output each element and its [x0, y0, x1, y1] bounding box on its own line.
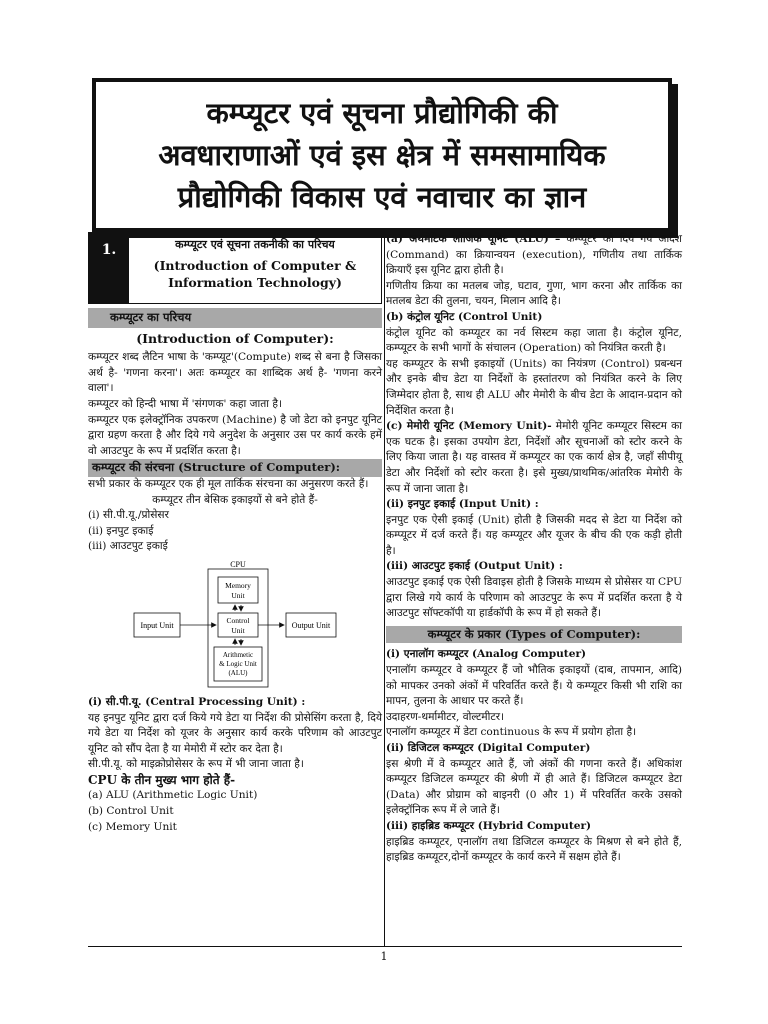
- unit-list-item: (i) सी.पी.यू./प्रोसेसर: [88, 509, 169, 522]
- chapter-title-hindi: कम्प्यूटर एवं सूचना तकनीकी का परिचय: [175, 238, 335, 251]
- digital-paragraph: इस श्रेणी में वे कम्प्यूटर आते हैं, जो अंकों की गणना करते हैं। अधिकांश कम्प्यूटर डिजिटल कम्प्यूटर की श्रेणी में ही आते हैं। डिजिटल कम्प्यूटर डेटा (Data) और प्रोग्राम को बाइनरी (0 और 1) में परिवर्तित करके उसको इलेक्ट्रॉनिक रूप में ले जाते हैं।: [386, 757, 682, 817]
- control-unit-heading: (b) कंट्रोल यूनिट (Control Unit): [386, 310, 543, 323]
- memory-unit-label: Unit: [231, 590, 245, 600]
- intro-paragraph-1: कम्प्यूटर शब्द लैटिन भाषा के 'कम्प्यूट'(Compute) शब्द से बना है जिसका अर्थ है- 'गणना करना'। अतः कम्प्यूटर का शाब्दिक अर्थ है- 'गणना करने वाला'।: [88, 351, 382, 395]
- output-unit-paragraph: आउटपुट इकाई एक ऐसी डिवाइस होती है जिसके माध्यम से प्रोसेसर या CPU द्वारा लिखे गये कार्य के परिणाम को आउटपुट के रूप में प्रदर्शित करता है ये आउटपुट सॉफ्टकॉपी या हार्डकॉपी के रूप में हो सकते हैं।: [386, 576, 682, 620]
- cpu-block-diagram: [88, 559, 382, 691]
- input-unit-label: Input Unit: [140, 620, 174, 630]
- basic-units-intro: कम्प्यूटर तीन बेसिक इकाइयों से बने होते हैं-: [152, 493, 318, 506]
- footer-rule: [88, 946, 682, 947]
- memory-unit-paragraph: [386, 419, 682, 497]
- title-line-3: प्रौद्योगिकी विकास एवं नवाचार का ज्ञान: [177, 180, 587, 214]
- cpu-microprocessor-note: सी.पी.यू. को माइक्रोप्रोसेसर के रूप में भी जाना जाता है।: [88, 758, 304, 771]
- alu-label: & Logic Unit: [219, 659, 257, 668]
- unit-list-item: (iii) आउटपुट इकाई: [88, 540, 168, 553]
- title-line-1: कम्प्यूटर एवं सूचना प्रौद्योगिकी की: [206, 96, 558, 130]
- structure-paragraph: सभी प्रकार के कम्प्यूटर एक ही मूल तार्किक संरचना का अनुसरण करते हैं।: [88, 477, 369, 490]
- control-unit-paragraph-2: यह कम्प्यूटर के सभी इकाइयों (Units) का नियंत्रण (Control) प्रबन्धन और इनके बीच डेटा या निर्देशों के हस्तांतरण को नियंत्रित करने के लिए जिम्मेदार होता है, साथ ही ALU और मेमोरी के बीच डेटा के आदान-प्रदान को निर्देशित करता है।: [386, 357, 682, 417]
- intro-paragraph-3: कम्प्यूटर एक इलेक्ट्रॉनिक उपकरण (Machine) है जो डेटा को इनपुट यूनिट द्वारा ग्रहण करता है और दिये गये अनुदेश के अनुसार उस पर कार्य करके हमें वो आउटपुट के रूप में प्रदर्शित करता है।: [88, 413, 382, 457]
- intro-paragraph-2: कम्प्यूटर को हिन्दी भाषा में 'संगणक' कहा जाता है।: [88, 397, 283, 410]
- alu-paragraph-2: गणितीय क्रिया का मतलब जोड़, घटाव, गुणा, भाग करना और तार्किक का मतलब डेटा की तुलना, चयन, मिलान आदि है।: [386, 279, 682, 308]
- alu-label: Arithmetic: [222, 650, 254, 659]
- alu-label: (ALU): [228, 668, 248, 677]
- chapter-title-en-2: Information Technology): [168, 274, 342, 290]
- hybrid-paragraph: हाइब्रिड कम्प्यूटर, एनालॉग तथा डिजिटल कम्प्यूटर के मिश्रण से बने होते हैं, हाइब्रिड कम्प्यूटर,दोनों कम्प्यूटर के कार्य करने में सक्षम होते हैं।: [386, 835, 682, 864]
- intro-band: कम्प्यूटर का परिचय: [88, 308, 382, 328]
- title-box: [92, 78, 672, 232]
- digital-heading: (ii) डिजिटल कम्प्यूटर (Digital Computer): [386, 742, 591, 754]
- input-unit-heading: (ii) इनपुट इकाई (Input Unit) :: [386, 498, 539, 511]
- analog-heading: (i) एनालॉग कम्प्यूटर (Analog Computer): [386, 648, 587, 661]
- hybrid-heading: (iii) हाइब्रिड कम्प्यूटर (Hybrid Computer): [386, 819, 592, 832]
- page-number: 1: [380, 950, 388, 963]
- memory-unit-text: मेमोरी यूनिट कम्प्यूटर सिस्टम का एक घटक है। इसका उपयोग डेटा, निर्देशों और सूचनाओं को स्टोर करने के लिए किया जाता है। यह वास्तव में कम्प्यूटर का एक कार्य क्षेत्र है, जहाँ सीपीयू डेटा और निर्देशों को स्टोर करता है। इसे मुख्य/प्राथमिक/आंतरिक मेमोरी के रूप में जाना जाता है।: [386, 420, 682, 495]
- cpu-part-item: (a) ALU (Arithmetic Logic Unit): [88, 789, 258, 802]
- memory-unit-heading: (c) मेमोरी यूनिट (Memory Unit)-: [386, 420, 552, 433]
- right-column: [386, 232, 682, 866]
- alu-paragraph: [386, 232, 682, 279]
- output-unit-heading: (iii) आउटपुट इकाई (Output Unit) :: [386, 560, 563, 573]
- left-column: [88, 232, 382, 835]
- memory-unit-label: Memory: [225, 580, 251, 590]
- cpu-paragraph: यह इनपुट यूनिट द्वारा दर्ज किये गये डेटा या निर्देश की प्रोसेसिंग करता है, दिये गये डेटा या निर्देश को यूजर के अनुसार कार्य करके परिणाम को आउटपुट यूनिट को सौंप देता है या मेमोरी में स्टोर कर देता है।: [88, 711, 382, 755]
- analog-paragraph: एनालॉग कम्प्यूटर वे कम्प्यूटर हैं जो भौतिक इकाइयों (दाब, तापमान, आदि) को मापकर उनको अंकों में परिवर्तित करते हैं। ये कम्प्यूटर किसी भी राशि का मापन, तुलना के आधार पर करते हैं।: [386, 664, 682, 708]
- column-divider: [384, 234, 385, 946]
- chapter-title-en-1: (Introduction of Computer &: [153, 257, 357, 273]
- cpu-heading: (i) सी.पी.यू. (Central Processing Unit) :: [88, 695, 306, 708]
- cpu-part-item: (c) Memory Unit: [88, 820, 177, 833]
- cpu-label: CPU: [230, 559, 246, 569]
- control-unit-label: Unit: [231, 625, 245, 635]
- input-unit-paragraph: इनपुट एक ऐसी इकाई (Unit) होती है जिसकी मदद से डेटा या निर्देश को कम्प्यूटर में दर्ज करते हैं। यह कम्प्यूटर और यूजर के बीच की एक कड़ी होती है।: [386, 513, 682, 557]
- cpu-part-item: (b) Control Unit: [88, 805, 174, 818]
- types-band: कम्प्यूटर के प्रकार (Types of Computer):: [386, 626, 682, 644]
- unit-list-item: (ii) इनपुट इकाई: [88, 524, 154, 537]
- analog-example: उदाहरण-थर्मामीटर, वोल्टमीटर।: [386, 710, 505, 723]
- output-unit-label: Output Unit: [291, 620, 331, 630]
- alu-heading: (a) अर्थमेटिक लॉजिक यूनिट (ALU) –: [386, 233, 561, 245]
- title-line-2: अवधाराणाओं एवं इस क्षेत्र में समसामायिक: [158, 138, 606, 172]
- structure-band: कम्प्यूटर की संरचना (Structure of Computer):: [88, 459, 382, 477]
- chapter-number: 1.: [89, 233, 129, 303]
- chapter-header: [88, 232, 382, 304]
- alu-text: कम्प्यूटर को दिये गये आदेश (Command) का क्रियान्वयन (execution), गणितीय तथा तार्किक क्रियाएँ इस यूनिट द्वारा होती है।: [386, 233, 682, 277]
- control-unit-label: Control: [226, 615, 250, 625]
- analog-paragraph-2: एनालॉग कम्प्यूटर में डेटा continuous के रूप में प्रयोग होता है।: [386, 726, 637, 739]
- intro-subheading: (Introduction of Computer):: [136, 330, 334, 346]
- cpu-parts-heading: CPU के तीन मुख्य भाग होते हैं-: [88, 772, 236, 787]
- control-unit-paragraph: कंट्रोल यूनिट को कम्प्यूटर का नर्व सिस्टम कहा जाता है। कंट्रोल यूनिट, कम्प्यूटर के सभी भागों के संचालन (Operation) को नियंत्रित करती है।: [386, 326, 682, 355]
